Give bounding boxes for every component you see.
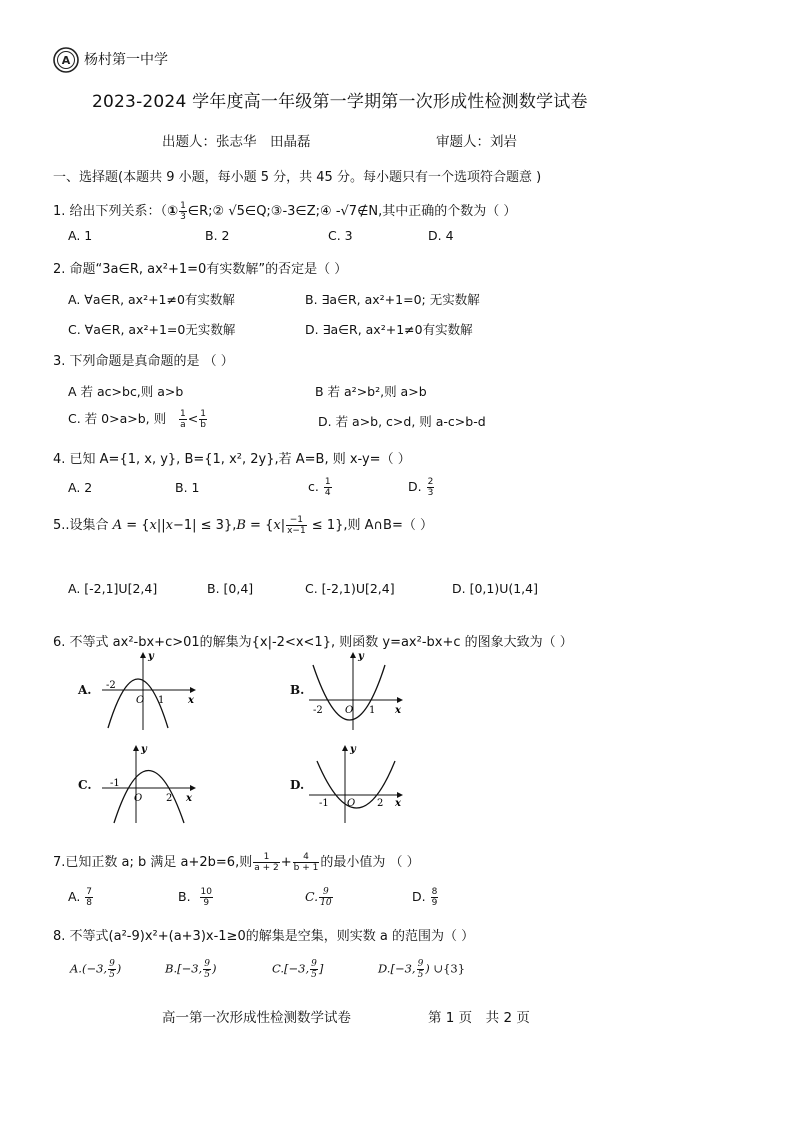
q8-option-c: C.[−3, $\frac{9}{5}$ ] xyxy=(272,959,324,980)
exam-authors: 出题人：张志华 田晶磊 xyxy=(162,134,311,150)
q6-a-tick-1: -2 xyxy=(106,680,116,691)
q6-c-y: y xyxy=(141,744,147,755)
q6-c-tick-1: -1 xyxy=(110,778,120,789)
q6-d-tick-2: O xyxy=(347,798,356,809)
q5-option-b: B. [0,4] xyxy=(207,581,254,596)
question-5: 5..设集合 A = {x||x−1| ≤ 3},B = {x| $\frac{-1}{x-1}$ ≤ 1},则 A∩B=（ ） xyxy=(53,515,433,536)
q6-c-tick-2: O xyxy=(134,793,143,804)
q8-option-b: B.[−3, $\frac{9}{5}$ ) xyxy=(165,959,217,980)
q6-graph-a xyxy=(98,650,198,732)
q7-option-a: A. $\frac{7}{8}$ xyxy=(68,887,93,908)
q6-graph-c xyxy=(98,743,198,825)
q4-option-a: A. 2 xyxy=(68,480,93,495)
q6-b-tick-2: O xyxy=(345,705,354,716)
school-logo xyxy=(53,47,79,73)
q6-d-tick-1: -1 xyxy=(319,798,329,809)
q6-b-tick-3: 1 xyxy=(369,705,376,716)
q6-a-tick-3: 1 xyxy=(158,695,165,706)
q3-option-b: B 若 a²>b²,则 a>b xyxy=(315,384,427,399)
q3-option-c: C. 若 0>a>b, 则 $\frac{1}{a}$ < $\frac{1}{b}$ xyxy=(68,409,206,430)
q1-option-a: A. 1 xyxy=(68,228,93,243)
q6-graph-d xyxy=(305,743,405,825)
question-8: 8. 不等式(a²-9)x²+(a+3)x-1≥0的解集是空集，则实数 a 的范围为（ ） xyxy=(53,929,475,944)
q6-d-x: x xyxy=(395,798,401,809)
question-3: 3. 下列命题是真命题的是 （ ） xyxy=(53,354,234,369)
q1-option-c: C. 3 xyxy=(328,228,353,243)
q5-option-d: D. [0,1)U(1,4] xyxy=(452,581,538,596)
q6-b-tick-1: -2 xyxy=(313,705,323,716)
q6-a-y: y xyxy=(148,651,154,662)
q6-b-x: x xyxy=(395,705,401,716)
section-heading: 一、选择题(本题共 9 小题，每小题 5 分，共 45 分。每小题只有一个选项符合题意 ) xyxy=(53,170,542,185)
q4-option-d: D. $\frac{2}{3}$ xyxy=(408,477,434,498)
q8-option-d: D.[−3, $\frac{9}{5}$ ) ∪{3} xyxy=(378,959,466,980)
q6-c-tick-3: 2 xyxy=(166,793,173,804)
q1-option-d: D. 4 xyxy=(428,228,454,243)
q1-option-b: B. 2 xyxy=(205,228,230,243)
exam-reviewer: 审题人：刘岩 xyxy=(436,134,517,150)
q6-a-x: x xyxy=(188,695,194,706)
q1-rest: ∈R;② √5∈Q;③-3∈Z;④ -√7∉N,其中正确的个数为（ ） xyxy=(187,204,517,219)
q7-option-d: D. $\frac{8}{9}$ xyxy=(412,887,438,908)
q5-option-c: C. [-2,1)U[2,4] xyxy=(305,581,395,596)
q2-option-d: D. ∃a∈R, ax²+1≠0有实数解 xyxy=(305,322,473,337)
q2-option-c: C. ∀a∈R, ax²+1=0无实数解 xyxy=(68,322,236,337)
question-4: 4. 已知 A={1, x, y}, B={1, x², 2y},若 A=B, 则 x-y=（ ） xyxy=(53,452,411,467)
q6-label-b: B. xyxy=(290,683,305,697)
q3-option-d: D. 若 a>b, c>d, 则 a-c>b-d xyxy=(318,414,486,429)
q1-fraction: $\frac{1}{3}$ xyxy=(180,201,186,222)
question-7: 7.已知正数 a; b 满足 a+2b=6,则 $\frac{1}{a + 2}$ + $\frac{4}{b + 1}$ 的最小值为 （ ） xyxy=(53,852,420,873)
q6-c-x: x xyxy=(186,793,192,804)
q2-option-b: B. ∃a∈R, ax²+1=0; 无实数解 xyxy=(305,292,480,307)
q6-graph-b xyxy=(305,650,405,732)
q7-option-c: C. $\frac{9}{10}$ xyxy=(305,887,332,908)
question-2: 2. 命题“3a∈R, ax²+1=0有实数解”的否定是（ ） xyxy=(53,262,348,277)
question-1 xyxy=(53,200,516,222)
school-name: 杨村第一中学 xyxy=(84,52,168,68)
q7-option-b: B. $\frac{10}{9}$ xyxy=(178,887,212,908)
exam-title: 2023-2024 学年度高一年级第一学期第一次形成性检测数学试卷 xyxy=(92,92,588,112)
q2-option-a: A. ∀a∈R, ax²+1≠0有实数解 xyxy=(68,292,235,307)
q3-option-a: A 若 ac>bc,则 a>b xyxy=(68,384,184,399)
q1-prefix: 1. 给出下列关系：（ xyxy=(53,204,168,219)
q6-b-y: y xyxy=(358,651,364,662)
q4-option-c: c. $\frac{1}{4}$ xyxy=(308,477,331,498)
svg-text:A: A xyxy=(61,54,71,67)
footer-title: 高一第一次形成性检测数学试卷 xyxy=(162,1010,351,1026)
question-6: 6. 不等式 ax²-bx+c>01的解集为{x|-2<x<1}, 则函数 y=ax²-bx+c 的图象大致为（ ） xyxy=(53,635,573,650)
q6-label-a: A. xyxy=(78,683,92,697)
q4-option-b: B. 1 xyxy=(175,480,200,495)
q1-circled-1: ① xyxy=(167,204,179,219)
q6-d-y: y xyxy=(350,744,356,755)
q6-a-tick-2: O xyxy=(136,695,145,706)
page-number: 第 1 页 共 2 页 xyxy=(428,1010,530,1026)
q6-label-d: D. xyxy=(290,778,305,792)
q8-option-a: A.(−3, $\frac{9}{5}$ ) xyxy=(70,959,122,980)
q6-d-tick-3: 2 xyxy=(377,798,384,809)
q6-label-c: C. xyxy=(78,778,92,792)
q5-option-a: A. [-2,1]U[2,4] xyxy=(68,581,158,596)
